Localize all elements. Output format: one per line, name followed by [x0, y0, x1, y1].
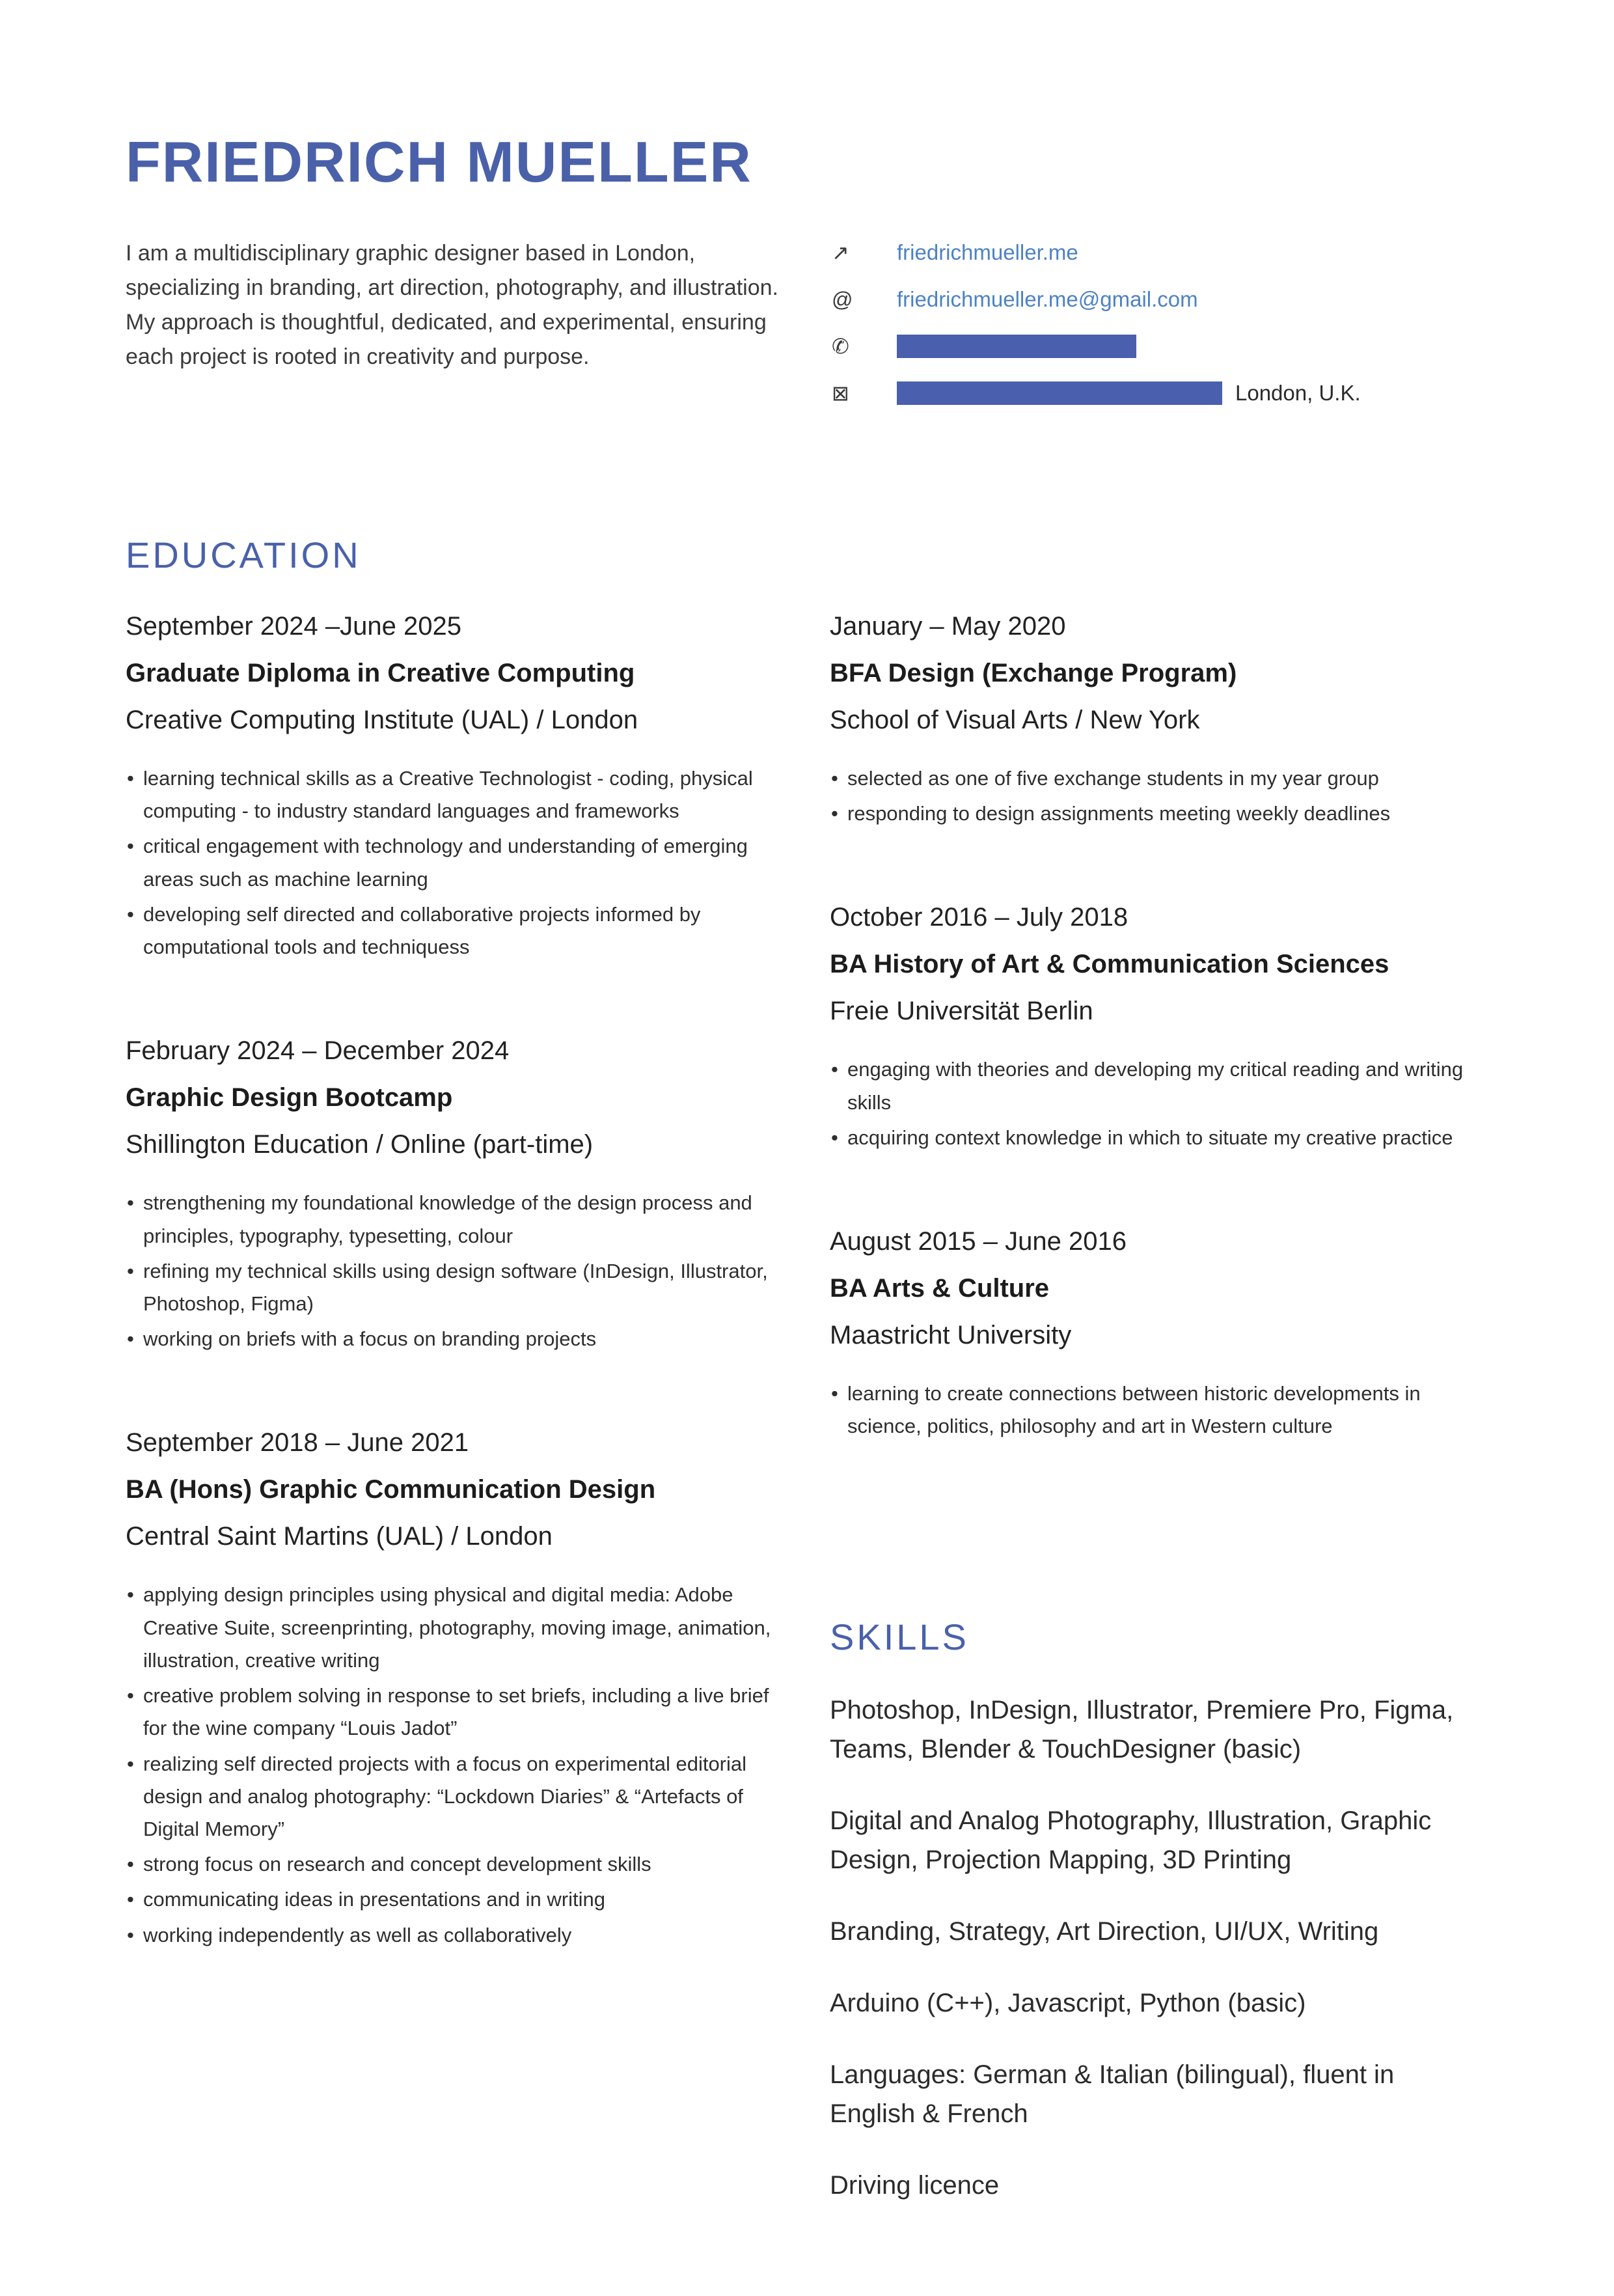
education-entry	[830, 903, 1483, 1154]
education-entry	[830, 1227, 1483, 1443]
education-entry	[830, 612, 1483, 830]
education-right-column	[830, 612, 1483, 2205]
contact-row-website	[832, 239, 1361, 266]
skill-group-strategy: Branding, Strategy, Art Direction, UI/UX, Writing	[830, 1916, 1379, 1946]
skill-group-languages: Languages: German & Italian (bilingual), fluent in English & French	[830, 2060, 1395, 2128]
entry-bullets	[126, 762, 778, 963]
contact-row-email	[832, 286, 1361, 313]
education-entry	[126, 612, 778, 963]
entry-date: September 2018 – June 2021	[126, 1428, 469, 1458]
entry-bullet: • engaging with theories and developing my critical reading and writing skills	[830, 1053, 1483, 1118]
entry-degree: BA Arts & Culture	[830, 1274, 1050, 1303]
education-columns	[126, 612, 1490, 2205]
entry-date: February 2024 – December 2024	[126, 1036, 510, 1066]
entry-bullet: • refining my technical skills using design software (InDesign, Illustrator, Photoshop, Figma)	[126, 1255, 778, 1320]
entry-school: Maastricht University	[830, 1321, 1072, 1350]
skill-group-driving-licence: Driving licence	[830, 2170, 1000, 2200]
entry-bullet: • critical engagement with technology and understanding of emerging areas such as machine learning	[126, 830, 778, 895]
website-link[interactable]: friedrichmueller.me	[897, 240, 1078, 264]
entry-bullets	[830, 762, 1483, 830]
skill-group-disciplines: Digital and Analog Photography, Illustration, Graphic Design, Projection Mapping, 3D Printing	[830, 1806, 1432, 1874]
skill-group-software: Photoshop, InDesign, Illustrator, Premiere Pro, Figma, Teams, Blender & TouchDesigner (basic)	[830, 1695, 1454, 1763]
entry-school: Creative Computing Institute (UAL) / London	[126, 706, 638, 734]
section-title-skills: SKILLS	[830, 1616, 969, 1657]
entry-school: Shillington Education / Online (part-time)	[126, 1130, 594, 1159]
entry-bullet: • selected as one of five exchange students in my year group	[830, 762, 1483, 795]
entry-date: September 2024 –June 2025	[126, 612, 461, 641]
education-entry	[126, 1428, 778, 1951]
page-title: FRIEDRICH MUELLER	[126, 130, 752, 194]
phone-icon: ✆	[832, 335, 849, 358]
envelope-icon: ⊠	[832, 381, 849, 405]
entry-bullet: • communicating ideas in presentations and in writing	[126, 1883, 778, 1916]
entry-degree: Graphic Design Bootcamp	[126, 1083, 453, 1113]
skill-group-programming: Arduino (C++), Javascript, Python (basic)	[830, 1988, 1306, 2017]
entry-degree: BA History of Art & Communication Sciences	[830, 950, 1389, 979]
entry-bullet: • learning to create connections between historic developments in science, politics, philosophy and art in Western culture	[830, 1377, 1483, 1443]
section-title-education: EDUCATION	[126, 534, 361, 575]
entry-bullet: • responding to design assignments meeting weekly deadlines	[830, 797, 1483, 830]
location-text: London, U.K.	[1235, 381, 1361, 405]
entry-school: Freie Universität Berlin	[830, 997, 1093, 1026]
entry-bullets	[126, 1187, 778, 1355]
contact-row-address	[832, 380, 1361, 407]
entry-bullet: • working independently as well as collaboratively	[126, 1919, 778, 1952]
email-link[interactable]: friedrichmueller.me@gmail.com	[897, 287, 1198, 311]
at-icon: @	[832, 287, 853, 311]
entry-bullet: • acquiring context knowledge in which to situate my creative practice	[830, 1122, 1483, 1154]
entry-date: August 2015 – June 2016	[830, 1227, 1127, 1256]
phone-number-redacted	[897, 335, 1136, 358]
entry-bullet: • applying design principles using physical and digital media: Adobe Creative Suite, screenprinting, photography, moving image, animation, illustration, creative writing	[126, 1579, 778, 1677]
entry-degree: Graduate Diploma in Creative Computing	[126, 659, 635, 687]
entry-bullets	[126, 1579, 778, 1951]
entry-bullet: • learning technical skills as a Creative Technologist - coding, physical computing - to industry standard languages and frameworks	[126, 762, 778, 827]
contact-block	[832, 236, 1361, 426]
entry-degree: BA (Hons) Graphic Communication Design	[126, 1475, 656, 1504]
external-link-icon: ↗	[832, 241, 849, 264]
intro-text: I am a multidisciplinary graphic designer based in London, specializing in branding, art direction, photography, and illustration. My approach is thoughtful, dedicated, and experimental, ensuring each project is rooted in creativity and purpose.	[126, 241, 778, 370]
entry-date: October 2016 – July 2018	[830, 903, 1128, 932]
entry-bullet: • realizing self directed projects with a focus on experimental editorial design and analog photography: “Lockdown Diaries” & “Artefacts of Digital Memory”	[126, 1748, 778, 1846]
entry-bullets	[830, 1377, 1483, 1443]
entry-bullet: • working on briefs with a focus on branding projects	[126, 1323, 778, 1355]
entry-school: School of Visual Arts / New York	[830, 706, 1200, 734]
contact-row-phone	[832, 333, 1361, 360]
entry-school: Central Saint Martins (UAL) / London	[126, 1522, 553, 1551]
entry-degree: BFA Design (Exchange Program)	[830, 659, 1237, 687]
header-row	[126, 236, 1490, 426]
entry-bullet: • strong focus on research and concept development skills	[126, 1848, 778, 1881]
entry-bullet: • strengthening my foundational knowledge of the design process and principles, typography, typesetting, colour	[126, 1187, 778, 1252]
entry-bullet: • creative problem solving in response to set briefs, including a live brief for the wine company “Louis Jadot”	[126, 1680, 778, 1745]
education-left-column	[126, 612, 778, 2205]
education-entry	[126, 1036, 778, 1355]
entry-bullets	[830, 1053, 1483, 1154]
entry-bullet: • developing self directed and collaborative projects informed by computational tools and techniquess	[126, 898, 778, 963]
street-address-redacted	[897, 381, 1222, 405]
entry-date: January – May 2020	[830, 612, 1066, 641]
